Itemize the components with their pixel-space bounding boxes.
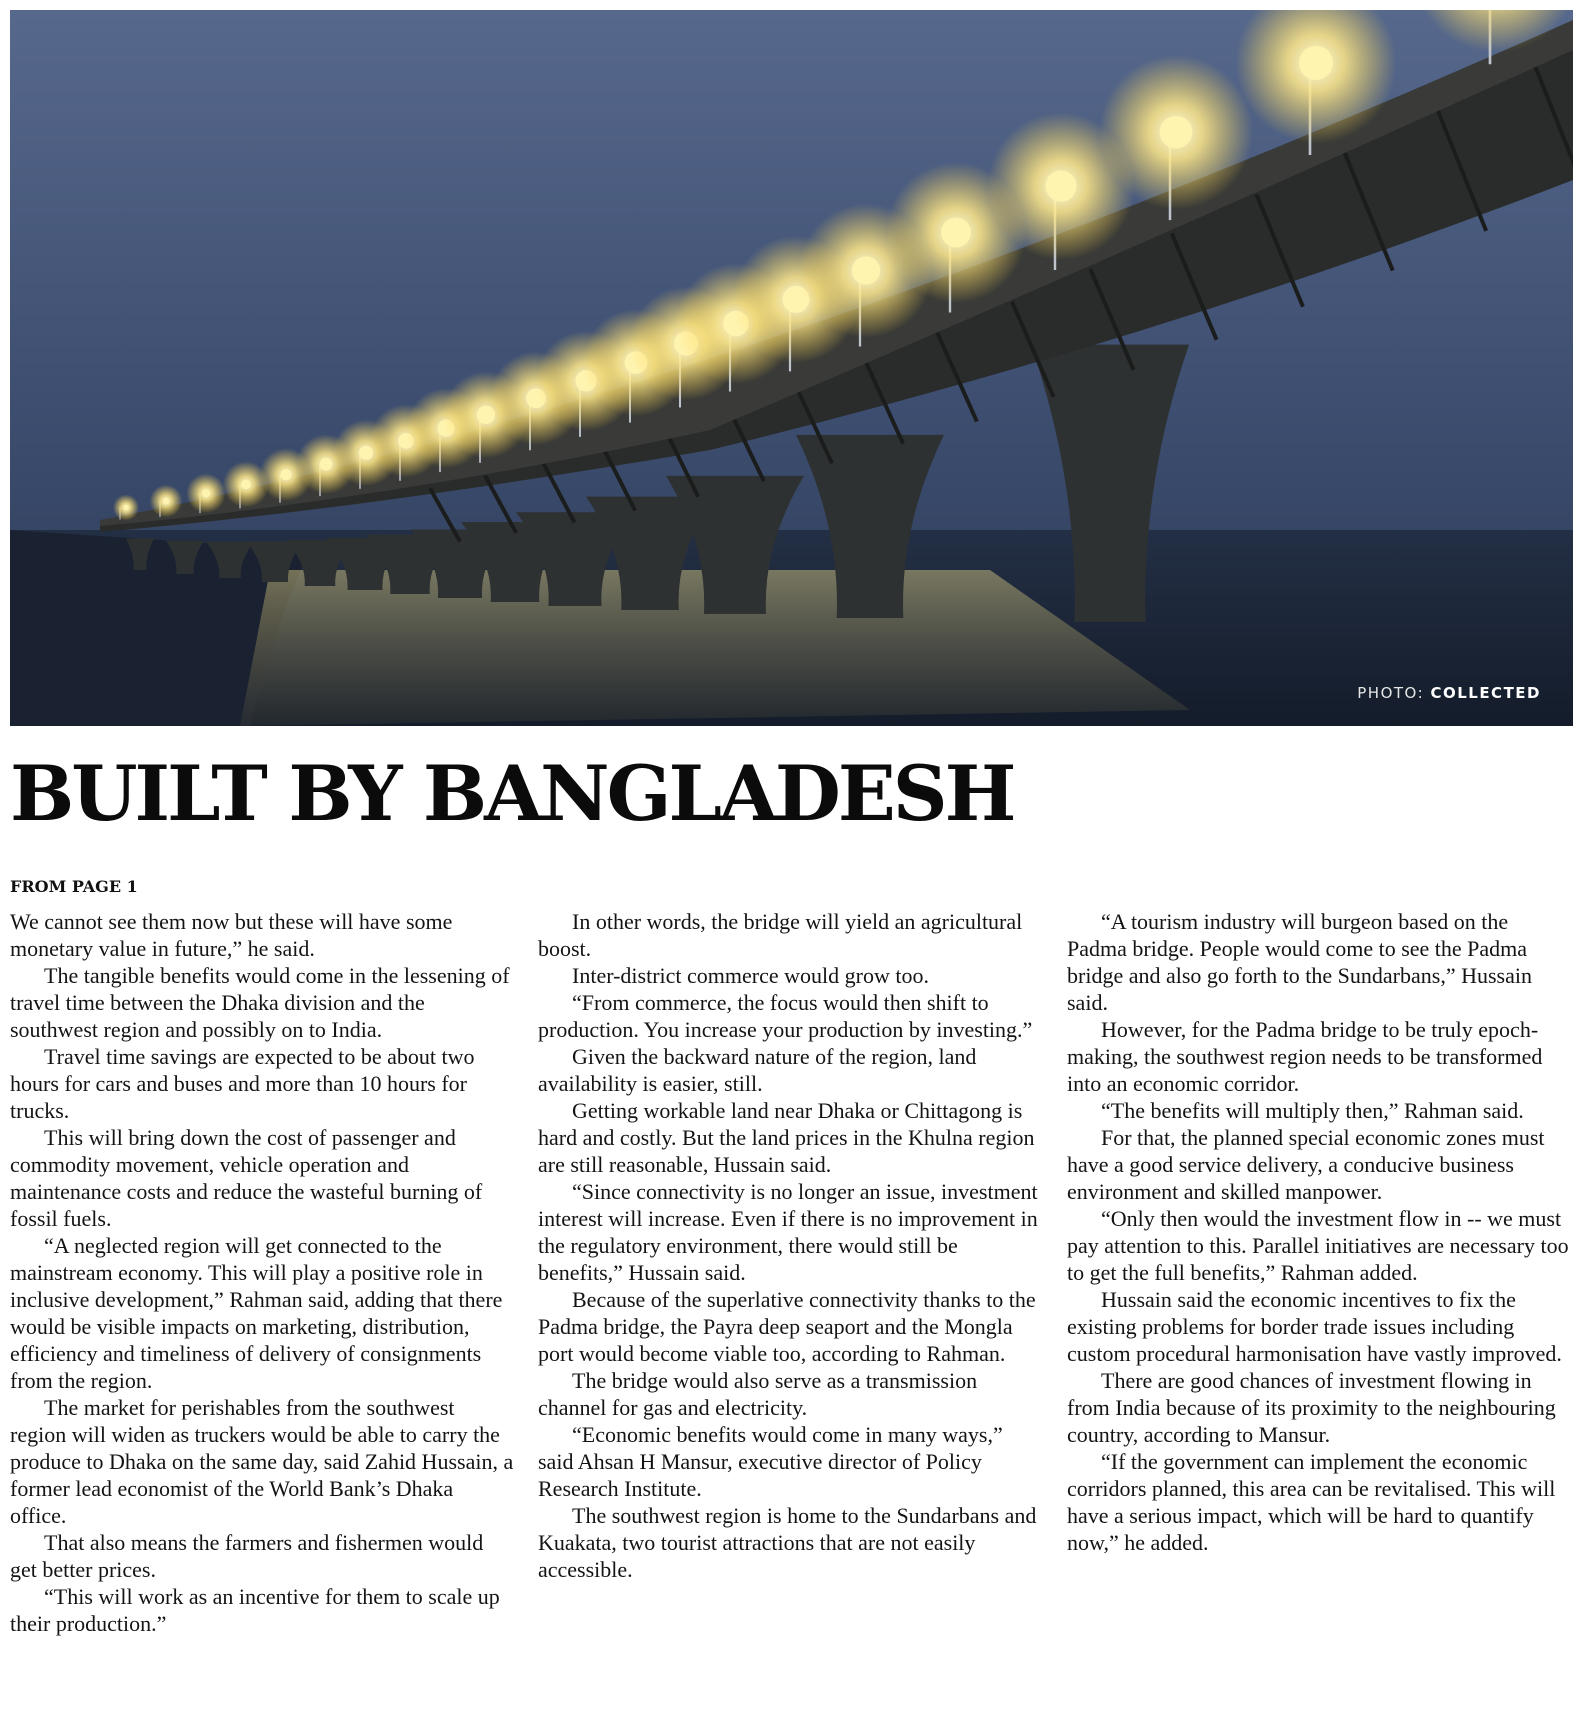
- article-paragraph: “Only then would the investment flow in -- we must pay attention to this. Parallel initiatives are necessary too to get the full benefits,” Rahman added.: [1067, 1206, 1569, 1285]
- article-paragraph: However, for the Padma bridge to be truly epoch-making, the southwest region needs to be transformed into an economic corridor.: [1067, 1017, 1543, 1096]
- lamp-light: [1045, 170, 1076, 201]
- article-paragraph: “A neglected region will get connected to the mainstream economy. This will play a positive role in inclusive development,” Rahman said, adding that there would be visible impacts on marketing, distribution, efficiency and timeliness of delivery of consignments from the region.: [10, 1233, 503, 1393]
- article-paragraph: “Economic benefits would come in many ways,” said Ahsan H Mansur, executive director of Policy Research Institute.: [538, 1422, 1003, 1501]
- article-paragraph: The bridge would also serve as a transmission channel for gas and electricity.: [538, 1368, 978, 1420]
- article-paragraph: The tangible benefits would come in the lessening of travel time between the Dhaka division and the southwest region and possibly on to India.: [10, 963, 510, 1042]
- article-paragraph: That also means the farmers and fishermen would get better prices.: [10, 1530, 484, 1582]
- article-column-2: [538, 908, 1043, 1583]
- article-column-1: [10, 908, 515, 1637]
- article-paragraph: This will bring down the cost of passenger and commodity movement, vehicle operation and maintenance costs and reduce the wasteful burning of fossil fuels.: [10, 1125, 483, 1231]
- photo-credit: [1357, 684, 1541, 702]
- article-paragraph: We cannot see them now but these will have some monetary value in future,” he said.: [10, 909, 453, 961]
- lamp-light: [202, 489, 210, 497]
- article-paragraph: The southwest region is home to the Sundarbans and Kuakata, two tourist attractions that are not easily accessible.: [538, 1503, 1037, 1582]
- article-paragraph: Hussain said the economic incentives to fix the existing problems for border trade issues including custom procedural harmonisation have vastly improved.: [1067, 1287, 1562, 1366]
- article-paragraph: In other words, the bridge will yield an agricultural boost.: [538, 909, 1023, 961]
- padma-bridge-photo: [10, 10, 1573, 726]
- article-paragraph: “The benefits will multiply then,” Rahman said.: [1101, 1098, 1524, 1123]
- article-paragraph: Getting workable land near Dhaka or Chittagong is hard and costly. But the land prices in the Khulna region are still reasonable, Hussain said.: [538, 1098, 1035, 1177]
- lamp-light: [941, 218, 971, 248]
- article-paragraph: There are good chances of investment flowing in from India because of its proximity to the neighbouring country, according to Mansur.: [1067, 1368, 1556, 1447]
- article-paragraph: “This will work as an incentive for them to scale up their production.”: [10, 1584, 500, 1636]
- bridge-illustration: [10, 10, 1573, 726]
- article-paragraph: For that, the planned special economic zones must have a good service delivery, a conducive business environment and skilled manpower.: [1067, 1125, 1545, 1204]
- article-paragraph: Inter-district commerce would grow too.: [572, 963, 929, 988]
- article-column-3: [1067, 908, 1572, 1556]
- lamp-light: [852, 256, 880, 284]
- lamp-light: [1160, 116, 1193, 149]
- article-paragraph: “From commerce, the focus would then shift to production. You increase your production by investing.”: [538, 990, 1033, 1042]
- article-paragraph: Given the backward nature of the region, land availability is easier, still.: [538, 1044, 977, 1096]
- continuation-dateline: FROM PAGE 1: [10, 877, 138, 896]
- article-paragraph: “If the government can implement the economic corridors planned, this area can be revitalised. This will have a serious impact, which will be hard to quantify now,” he added.: [1067, 1449, 1556, 1555]
- credit-value: COLLECTED: [1430, 684, 1541, 702]
- article-paragraph: Because of the superlative connectivity thanks to the Padma bridge, the Payra deep seaport and the Mongla port would become viable too, according to Rahman.: [538, 1287, 1036, 1366]
- article-paragraph: The market for perishables from the southwest region will widen as truckers would be able to carry the produce to Dhaka on the same day, said Zahid Hussain, a former lead economist of the World Bank’s Dhaka office.: [10, 1395, 514, 1528]
- article-paragraph: “Since connectivity is no longer an issue, investment interest will increase. Even if there is no improvement in the regulatory environment, there would still be benefits,” Hussain said.: [538, 1179, 1038, 1285]
- lamp-light: [320, 458, 333, 471]
- lamp-light: [163, 498, 170, 505]
- article-paragraph: “A tourism industry will burgeon based on the Padma bridge. People would come to see the Padma bridge and also go forth to the Sundarbans,” Hussain said.: [1067, 909, 1532, 1015]
- lamp-light: [280, 469, 291, 480]
- headline: BUILT BY BANGLADESH: [10, 749, 1014, 838]
- article-paragraph: Travel time savings are expected to be about two hours for cars and buses and more than 10 hours for trucks.: [10, 1044, 475, 1123]
- lamp-light: [241, 480, 251, 490]
- lamp-light: [1299, 46, 1333, 80]
- lamp-light: [123, 505, 129, 511]
- credit-label: PHOTO:: [1357, 684, 1425, 702]
